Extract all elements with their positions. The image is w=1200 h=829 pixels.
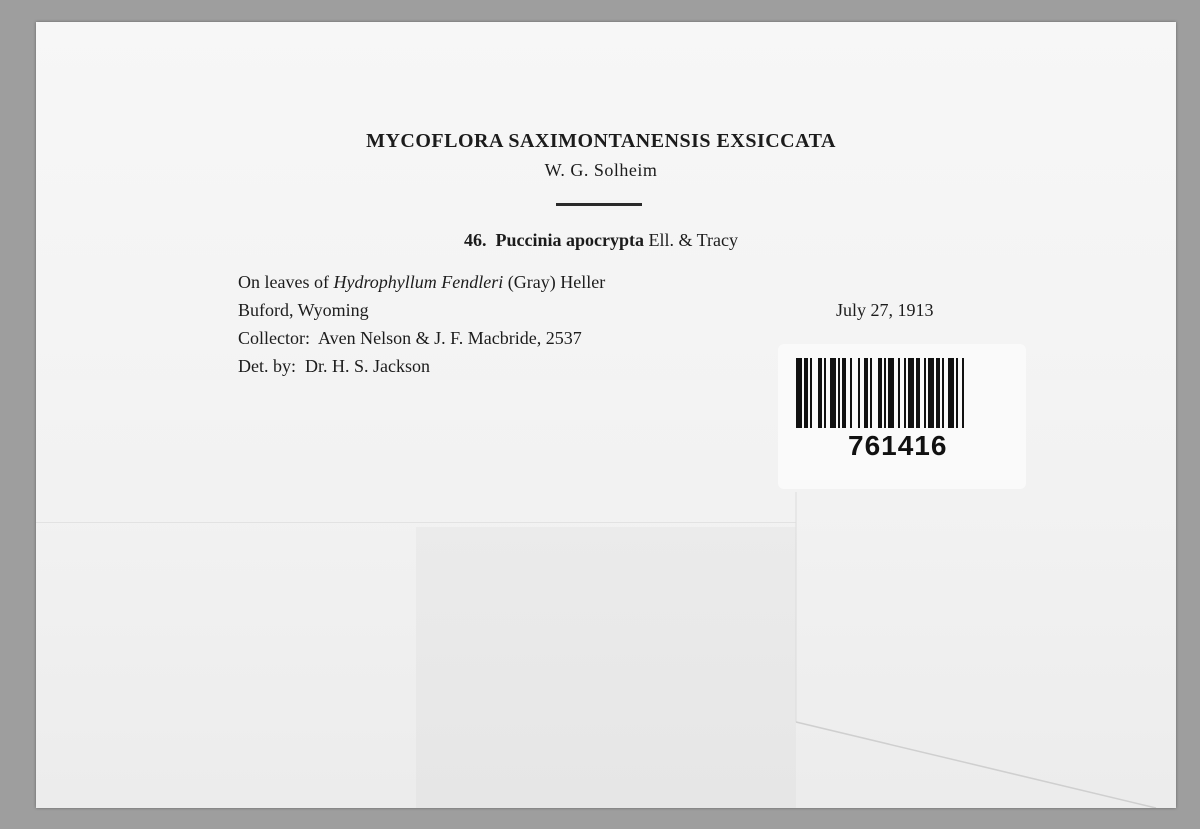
barcode-sticker [778,344,1026,489]
series-title: MYCOFLORA SAXIMONTANENSIS EXSICCATA [366,130,836,152]
host-name: Hydrophyllum Fendleri [333,272,504,292]
determiner-line [238,356,430,377]
species-line [36,230,1166,251]
host-authority: (Gray) Heller [507,272,606,292]
locality: Buford, Wyoming [238,300,369,320]
species-authority: Ell. & Tracy [648,230,738,250]
determiner-label: Det. by: [238,356,296,376]
collector-label: Collector: [238,328,310,348]
barcode-image [792,358,1014,430]
specimen-envelope [36,22,1176,808]
series-author: W. G. Solheim [544,160,658,180]
divider-rule [556,203,642,206]
host-line [238,272,605,293]
host-prefix: On leaves of [238,272,329,292]
collection-date: July 27, 1913 [836,300,934,320]
collector-names: Aven Nelson & J. F. Macbride, 2537 [318,328,582,348]
collector-line [238,328,582,349]
species-name: Puccinia apocrypta [495,230,644,250]
determiner-name: Dr. H. S. Jackson [305,356,430,376]
barcode-number: 761416 [848,430,948,461]
exsiccata-number: 46. [463,230,487,250]
